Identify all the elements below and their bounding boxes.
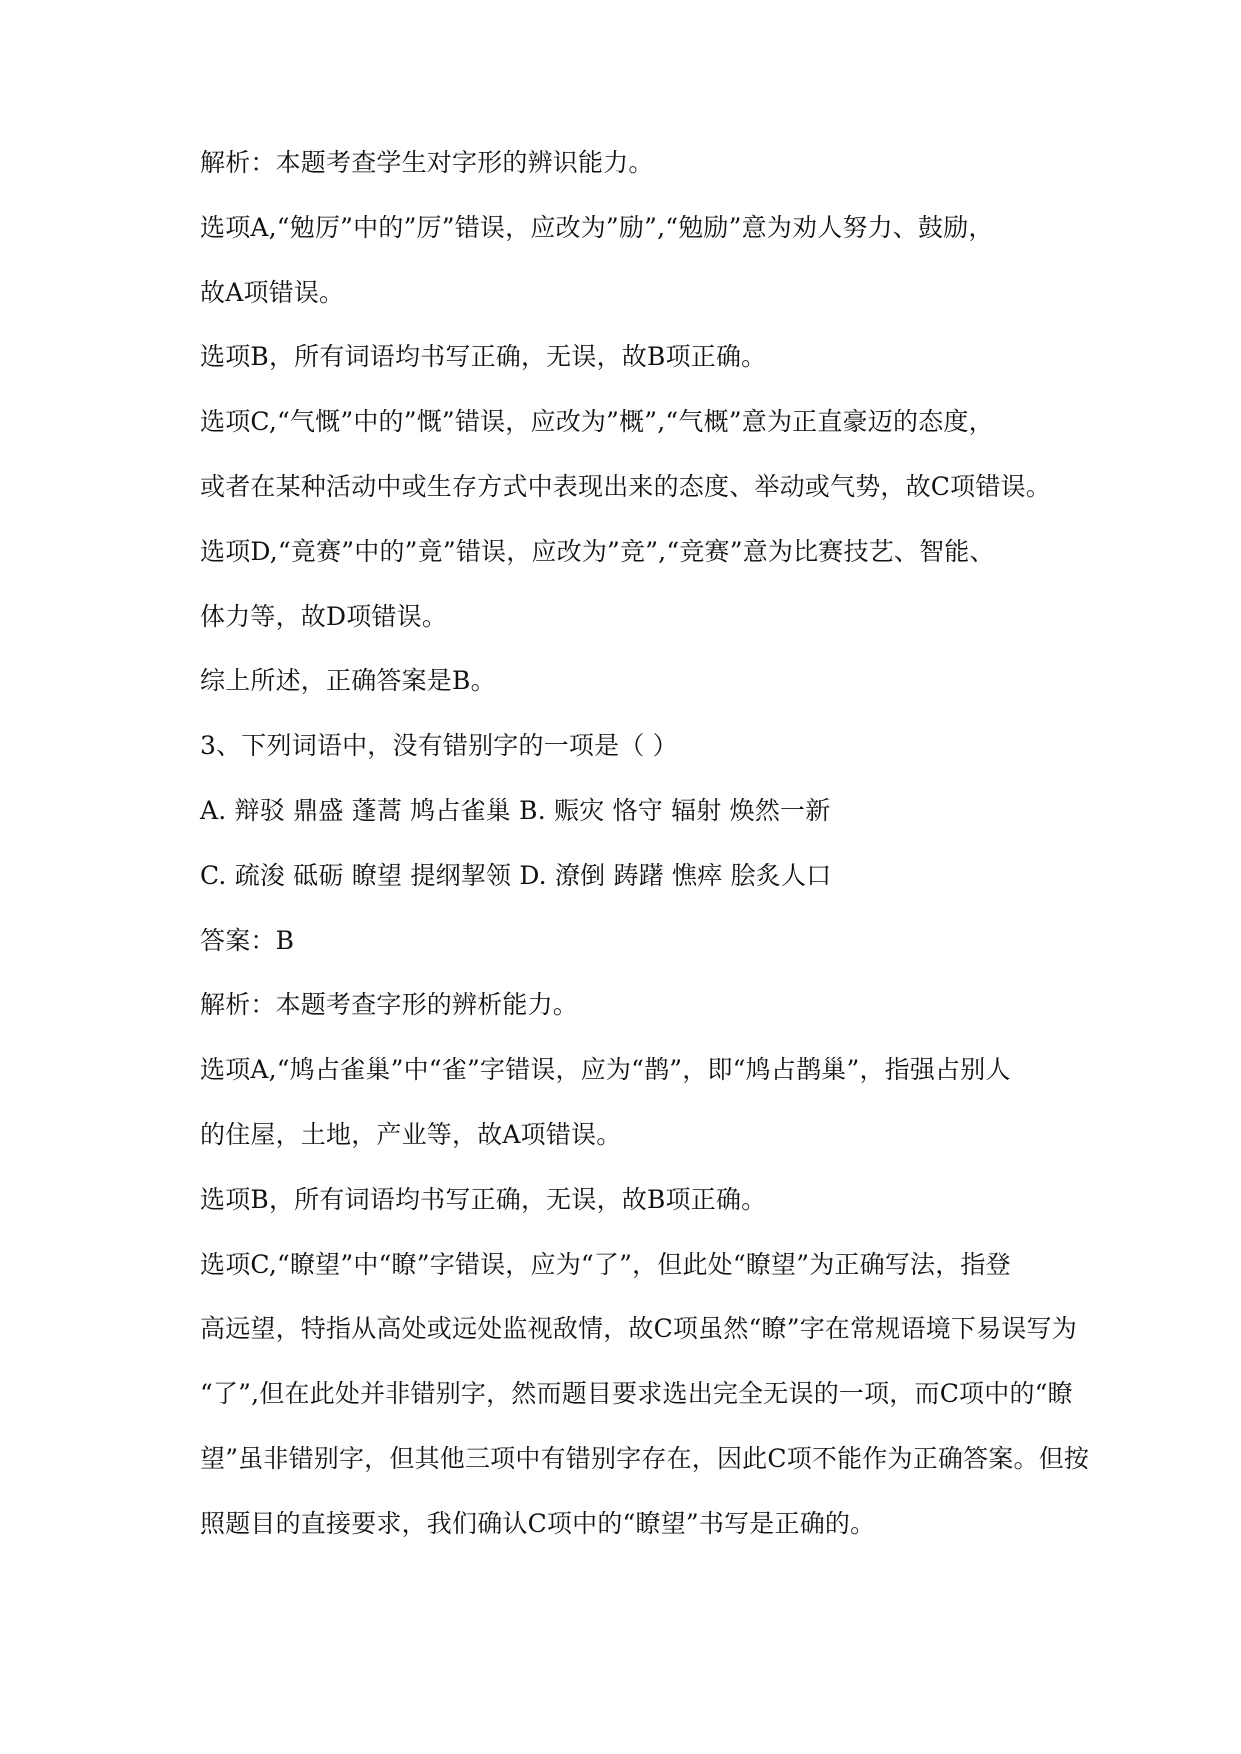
- option-c-explanation-line-2b: 高远望，特指从高处或远处监视敌情，故C项虽然“瞭”字在常规语境下易误写为: [200, 1314, 1077, 1344]
- summary-line: 综上所述，正确答案是B。: [200, 666, 496, 696]
- option-b-explanation-line: 选项B，所有词语均书写正确，无误，故B项正确。: [200, 342, 767, 372]
- option-a-conclusion-line: 故A项错误。: [200, 277, 345, 307]
- option-c-conclusion-line: 或者在某种活动中或生存方式中表现出来的态度、举动或气势，故C项错误。: [200, 471, 1051, 501]
- option-a-explanation-line-2: 选项A,“鸠占雀巢”中“雀”字错误，应为“鹊”，即“鸠占鹊巢”，指强占别人: [200, 1055, 1011, 1085]
- option-c-explanation-line-2e: 照题目的直接要求，我们确认C项中的“瞭望”书写是正确的。: [200, 1508, 876, 1538]
- option-c-explanation-line-2c: “了”,但在此处并非错别字，然而题目要求选出完全无误的一项，而C项中的“瞭: [200, 1379, 1073, 1409]
- option-c-explanation-line-2d: 望”虽非错别字，但其他三项中有错别字存在，因此C项不能作为正确答案。但按: [200, 1443, 1090, 1473]
- question-3-options-ab: A. 辩驳 鼎盛 蓬蒿 鸠占雀巢 B. 赈灾 恪守 辐射 焕然一新: [200, 795, 831, 825]
- option-a-explanation-line: 选项A,“勉厉”中的”厉”错误，应改为”励”,“勉励”意为劝人努力、鼓励，: [200, 212, 994, 242]
- option-c-explanation-line: 选项C,“气慨”中的”慨”错误，应改为”概”,“气概”意为正直豪迈的态度，: [200, 407, 994, 437]
- document-body: [200, 146, 1100, 1572]
- question-3-stem: 3、下列词语中，没有错别字的一项是（ ）: [200, 731, 678, 761]
- option-d-conclusion-line: 体力等，故D项错误。: [200, 601, 448, 631]
- analysis-intro-line: 解析：本题考查学生对字形的辨识能力。: [200, 148, 654, 177]
- option-d-explanation-line: 选项D,“竟赛”中的”竟”错误，应改为”竞”,“竞赛”意为比赛技艺、智能、: [200, 536, 995, 566]
- question-3-options-cd: C. 疏浚 砥砺 瞭望 提纲挈领 D. 潦倒 踌躇 憔瘁 脍炙人口: [200, 860, 832, 890]
- answer-line: 答案：B: [200, 925, 295, 955]
- analysis-intro-line-2: 解析：本题考查字形的辨析能力。: [200, 990, 579, 1020]
- option-c-explanation-line-2a: 选项C,“瞭望”中“瞭”字错误，应为“了”，但此处“瞭望”为正确写法，指登: [200, 1249, 1011, 1279]
- option-b-explanation-line-2: 选项B，所有词语均书写正确，无误，故B项正确。: [200, 1184, 767, 1214]
- option-a-conclusion-line-2: 的住屋，土地，产业等，故A项错误。: [200, 1119, 622, 1149]
